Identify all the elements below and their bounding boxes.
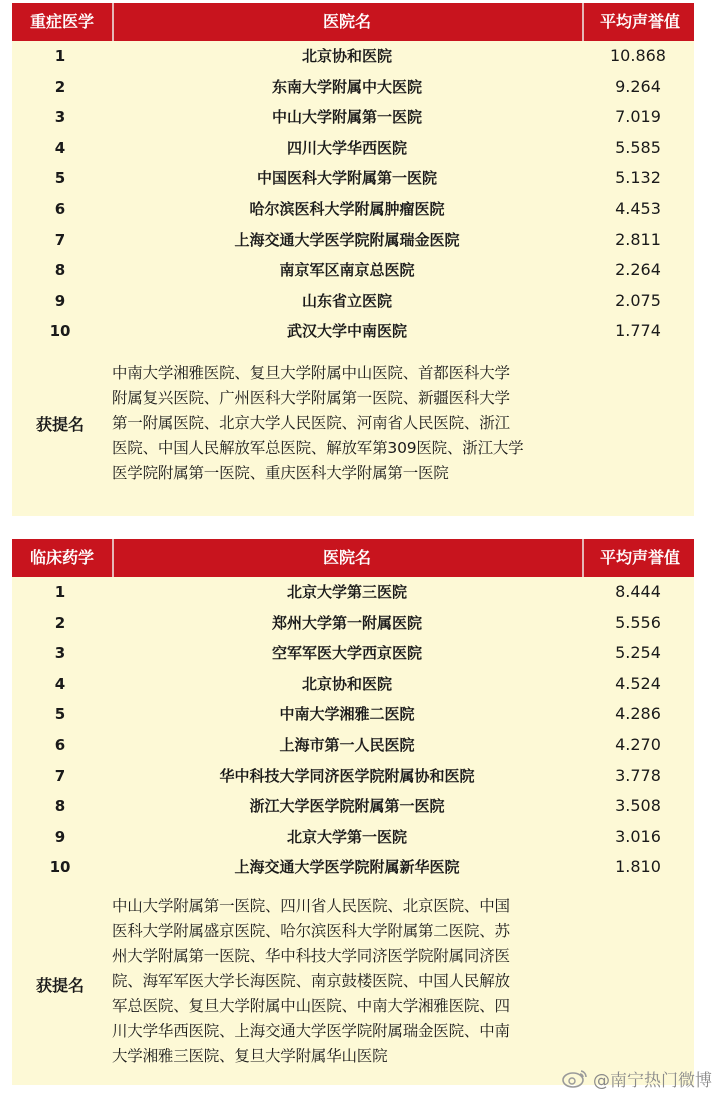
hospital-cell: 中国医科大学附属第一医院 bbox=[256, 169, 437, 188]
rank-cell: 1 bbox=[54, 47, 66, 65]
hospital-cell: 华中科技大学同济医学院附属协和医院 bbox=[219, 766, 475, 785]
table-row bbox=[12, 730, 694, 761]
hospital-column-header: 医院名 bbox=[322, 548, 371, 567]
score-cell: 4.270 bbox=[615, 734, 661, 754]
nominated-line: 中山大学附属第一医院、四川省人民医院、北京医院、中国 bbox=[112, 896, 510, 915]
nominated-line: 医学院附属第一医院、重庆医科大学附属第一医院 bbox=[112, 463, 449, 482]
hospital-cell: 上海市第一人民医院 bbox=[279, 735, 415, 754]
rank-cell: 10 bbox=[49, 322, 71, 341]
hospital-cell: 北京大学第一医院 bbox=[286, 827, 407, 846]
watermark bbox=[561, 1066, 712, 1090]
table-row bbox=[12, 699, 694, 730]
score-cell: 10.868 bbox=[610, 46, 666, 65]
score-cell: 2.264 bbox=[615, 260, 661, 280]
score-cell: 4.286 bbox=[615, 704, 661, 724]
hospital-cell: 北京大学第三医院 bbox=[286, 583, 407, 601]
nominated-line: 军总医院、复旦大学附属中山医院、中南大学湘雅医院、四 bbox=[112, 996, 510, 1015]
table-row bbox=[12, 72, 694, 103]
score-cell: 2.075 bbox=[615, 290, 661, 310]
hospital-cell: 北京协和医院 bbox=[301, 47, 392, 65]
score-cell: 3.508 bbox=[615, 796, 661, 816]
nominated-line: 医科大学附属盛京医院、哈尔滨医科大学附属第二医院、苏 bbox=[112, 921, 510, 940]
hospital-cell: 郑州大学第一附属医院 bbox=[271, 613, 422, 632]
score-cell: 7.019 bbox=[615, 107, 661, 127]
nominated-section bbox=[12, 347, 694, 512]
table-row bbox=[12, 102, 694, 133]
hospital-cell: 空军军医大学西京医院 bbox=[271, 644, 422, 663]
category-header: 临床药学 bbox=[12, 539, 114, 577]
watermark-text: @南宁热门微博 bbox=[593, 1070, 712, 1091]
table-row bbox=[12, 669, 694, 700]
hospital-column-header: 医院名 bbox=[322, 12, 371, 31]
rank-cell: 6 bbox=[54, 199, 66, 218]
hospital-cell: 浙江大学医学院附属第一医院 bbox=[249, 797, 445, 816]
table-row bbox=[12, 255, 694, 286]
table-row bbox=[12, 638, 694, 669]
hospital-cell: 上海交通大学医学院附属新华医院 bbox=[234, 858, 460, 877]
score-column-header: 平均声誉值 bbox=[582, 539, 696, 577]
rank-cell: 7 bbox=[54, 230, 66, 249]
table-row bbox=[12, 608, 694, 639]
table-row bbox=[12, 822, 694, 853]
table-header bbox=[12, 3, 694, 41]
rank-cell: 1 bbox=[54, 583, 66, 601]
table-row bbox=[12, 577, 694, 608]
hospital-cell: 武汉大学中南医院 bbox=[286, 322, 407, 341]
table-row bbox=[12, 194, 694, 225]
score-cell: 9.264 bbox=[615, 76, 661, 96]
table-row bbox=[12, 163, 694, 194]
hospital-cell: 中山大学附属第一医院 bbox=[271, 108, 422, 127]
table-row bbox=[12, 41, 694, 72]
nominated-hospitals bbox=[112, 361, 582, 486]
table-row bbox=[12, 852, 694, 883]
nominated-line: 川大学华西医院、上海交通大学医学院附属瑞金医院、中南 bbox=[112, 1021, 510, 1040]
rank-cell: 9 bbox=[54, 291, 66, 310]
score-cell: 1.774 bbox=[615, 321, 661, 341]
rank-cell: 5 bbox=[54, 169, 66, 188]
hospital-cell: 北京协和医院 bbox=[301, 674, 392, 693]
score-cell: 8.444 bbox=[615, 582, 661, 601]
rank-cell: 10 bbox=[49, 858, 71, 877]
nominated-label: 获提名 bbox=[35, 414, 84, 434]
hospital-cell: 四川大学华西医院 bbox=[286, 138, 407, 157]
hospital-cell: 哈尔滨医科大学附属肿瘤医院 bbox=[249, 199, 445, 218]
rank-cell: 8 bbox=[54, 797, 66, 816]
rank-cell: 4 bbox=[54, 674, 66, 693]
ranking-table-critical-care bbox=[12, 3, 694, 516]
score-cell: 5.254 bbox=[615, 643, 661, 663]
score-cell: 4.453 bbox=[615, 198, 661, 218]
hospital-cell: 中南大学湘雅二医院 bbox=[279, 705, 415, 724]
nominated-line: 中南大学湘雅医院、复旦大学附属中山医院、首都医科大学 bbox=[112, 363, 510, 382]
rank-cell: 7 bbox=[54, 766, 66, 785]
rank-cell: 8 bbox=[54, 261, 66, 280]
table-row bbox=[12, 225, 694, 256]
rank-cell: 3 bbox=[54, 108, 66, 127]
nominated-line: 附属复兴医院、广州医科大学附属第一医院、新疆医科大学 bbox=[112, 388, 510, 407]
rank-cell: 2 bbox=[54, 77, 66, 96]
nominated-hospitals bbox=[112, 894, 582, 1069]
ranking-rows bbox=[12, 41, 694, 347]
nominated-line: 州大学附属第一医院、华中科技大学同济医学院附属同济医 bbox=[112, 946, 510, 965]
score-cell: 5.556 bbox=[615, 612, 661, 632]
table-row bbox=[12, 316, 694, 347]
rank-cell: 9 bbox=[54, 827, 66, 846]
table-header bbox=[12, 539, 694, 577]
weibo-icon bbox=[561, 1068, 589, 1088]
table-row bbox=[12, 133, 694, 164]
nominated-line: 医院、中国人民解放军总医院、解放军第309医院、浙江大学 bbox=[112, 438, 524, 457]
table-row bbox=[12, 791, 694, 822]
hospital-cell: 上海交通大学医学院附属瑞金医院 bbox=[234, 230, 460, 249]
nominated-section bbox=[12, 883, 694, 1083]
score-cell: 3.016 bbox=[615, 826, 661, 846]
rank-cell: 5 bbox=[54, 705, 66, 724]
ranking-rows bbox=[12, 577, 694, 883]
nominated-label: 获提名 bbox=[35, 975, 84, 995]
nominated-line: 第一附属医院、北京大学人民医院、河南省人民医院、浙江 bbox=[112, 413, 510, 432]
category-header: 重症医学 bbox=[12, 3, 114, 41]
ranking-table-clinical-pharmacy bbox=[12, 539, 694, 1085]
score-cell: 4.524 bbox=[615, 673, 661, 693]
score-cell: 3.778 bbox=[615, 765, 661, 785]
hospital-cell: 东南大学附属中大医院 bbox=[271, 77, 422, 96]
rank-cell: 4 bbox=[54, 138, 66, 157]
hospital-cell: 山东省立医院 bbox=[301, 291, 392, 310]
nominated-line: 院、海军军医大学长海医院、南京鼓楼医院、中国人民解放 bbox=[112, 971, 510, 990]
nominated-line: 大学湘雅三医院、复旦大学附属华山医院 bbox=[112, 1046, 388, 1065]
rank-cell: 3 bbox=[54, 644, 66, 663]
score-cell: 2.811 bbox=[615, 229, 661, 249]
score-cell: 1.810 bbox=[615, 857, 661, 877]
rank-cell: 2 bbox=[54, 613, 66, 632]
table-row bbox=[12, 761, 694, 792]
score-cell: 5.585 bbox=[615, 137, 661, 157]
rank-cell: 6 bbox=[54, 735, 66, 754]
score-column-header: 平均声誉值 bbox=[582, 3, 696, 41]
hospital-cell: 南京军区南京总医院 bbox=[279, 261, 415, 280]
table-row bbox=[12, 286, 694, 317]
score-cell: 5.132 bbox=[615, 168, 661, 188]
